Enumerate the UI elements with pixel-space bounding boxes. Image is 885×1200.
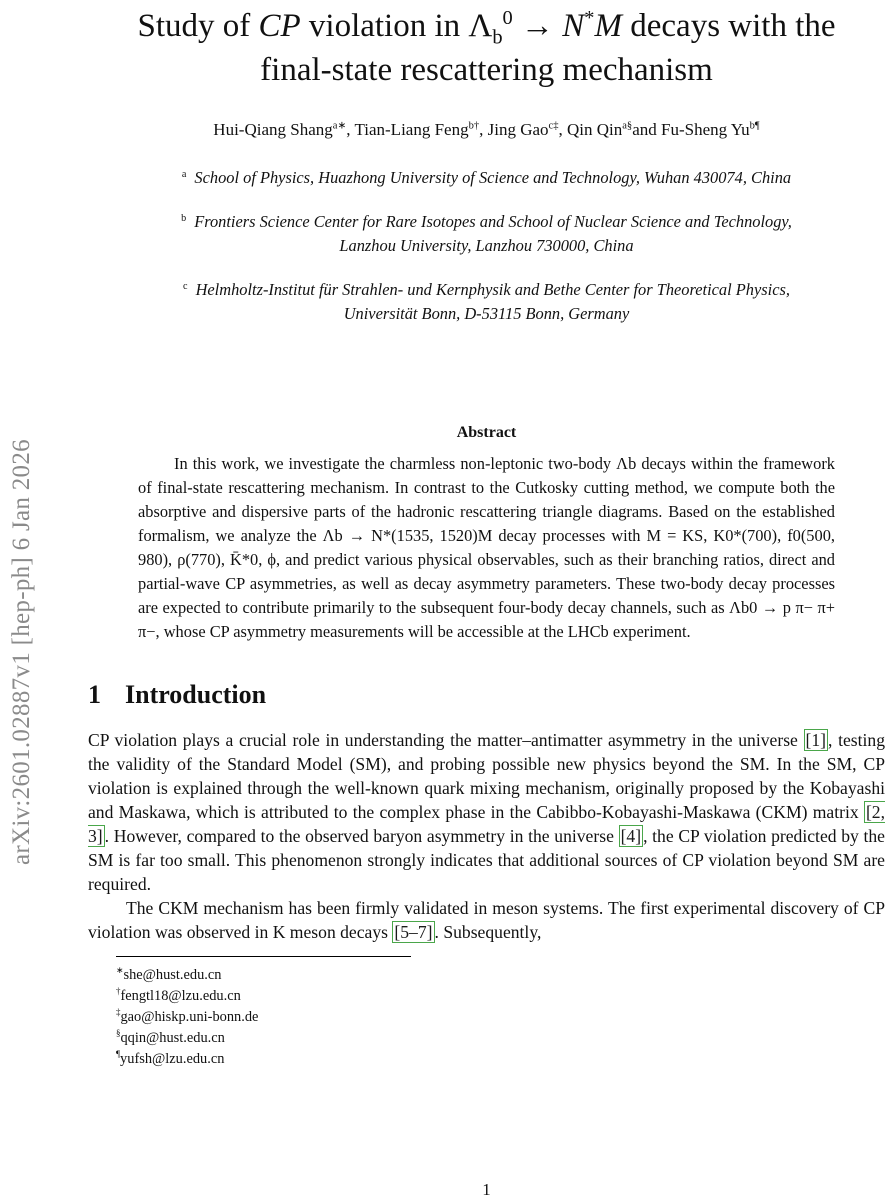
abstract-heading: Abstract — [456, 424, 517, 441]
author: Jing Gao$^{c\ddagger}$, — [487, 120, 567, 139]
footnote: ∗she@hust.edu.cn — [116, 965, 222, 983]
intro-paragraph: The CKM mechanism has been firmly validated in meson systems. The first experimental discovery of CP violation was observed in K meson decays [5–7] . Subsequently, — [88, 898, 885, 942]
arxiv-identifier: arXiv:2601.02887v1 [hep-ph] 6 Jan 2026 — [8, 439, 35, 865]
citation-link[interactable]: [1] — [805, 730, 827, 750]
footnote-divider — [116, 956, 411, 957]
author: Tian-Liang Feng$^{b\dagger}$, — [354, 120, 488, 139]
intro-paragraph: CP violation plays a crucial role in understanding the matter–antimatter asymmetry in the universe [1] , testing the validity of the Standard Model (SM), and probing possible new physics beyond the SM. In the SM, CP violation is explained through the well-known quark mixing mechanism, originally proposed by the Kobayashi and Maskawa, which is attributed to the complex phase in the Cabibbo-Kobayashi-Maskawa (CKM) matrix [2, 3] . However, compared to the observed baryon asymmetry in the universe [4] , the CP violation predicted by the SM is far too small. This phenomenon strongly indicates that additional sources of CP violation beyond SM are required. — [88, 730, 885, 894]
footnote: §qqin@hust.edu.cn — [116, 1028, 225, 1046]
affiliation-a: $^a$ School of Physics, Huazhong University of Science and Technology, Wuhan 430074, China — [181, 168, 792, 187]
footnote: ‡gao@hiskp.uni-bonn.de — [116, 1007, 259, 1025]
citation-link[interactable]: [5–7] — [394, 922, 433, 942]
page-number: 1 — [482, 1180, 491, 1199]
author-list — [88, 120, 885, 140]
abstract-text: In this work, we investigate the charmless non-leptonic two-body Λb decays within the framework of final-state rescattering mechanism. In contrast to the Cutkosky cutting method, we compute both the absorptive and dispersive parts of the hadronic rescattering triangle diagrams. Based on the established formalism, we analyze the Λb → N*(1535, 1520)M decay processes with M = KS, K0*(700), f0(500, 980), ρ(770), K̄*0, ϕ, and predict various physical observables, such as their branching ratios, direct and partial-wave CP asymmetries, as well as decay asymmetry parameters. These two-body decay processes are expected to contribute primarily to the subsequent four-body decay channels, such as Λb0 → p π− π+ π−, whose CP asymmetry measurements will be accessible at the LHCb experiment. — [138, 454, 835, 641]
affiliation-c: $^c$ Helmholtz-Institut für Strahlen- und Kernphysik and Bethe Center for Theoretical Physics, Universität Bonn, D-53115 Bonn, Germany — [183, 280, 790, 323]
citation-link[interactable]: [4] — [620, 826, 642, 846]
citation-link[interactable]: [2, 3] — [88, 802, 885, 846]
affiliation-b: $^b$ Frontiers Science Center for Rare Isotopes and School of Nuclear Science and Technology, Lanzhou University, Lanzhou 730000, China — [181, 212, 792, 255]
footnotes — [116, 965, 885, 1070]
author: Qin Qin$^{a\S}$and — [567, 120, 661, 139]
footnote: ¶yufsh@lzu.edu.cn — [116, 1049, 225, 1067]
author: Hui-Qiang Shang$^{a∗}$, — [213, 120, 355, 139]
section-heading: 1 Introduction — [88, 680, 267, 709]
paper-title: Study of CP violation in $\Lambda_b^0 \to N^*M$ decays with the final-state rescattering mechanism — [137, 7, 836, 88]
author: Fu-Sheng $Yu^{b\P}$ — [661, 120, 760, 139]
introduction-body — [88, 728, 885, 944]
footnote: †fengtl18@lzu.edu.cn — [116, 986, 241, 1004]
paper-page — [88, 0, 885, 1199]
